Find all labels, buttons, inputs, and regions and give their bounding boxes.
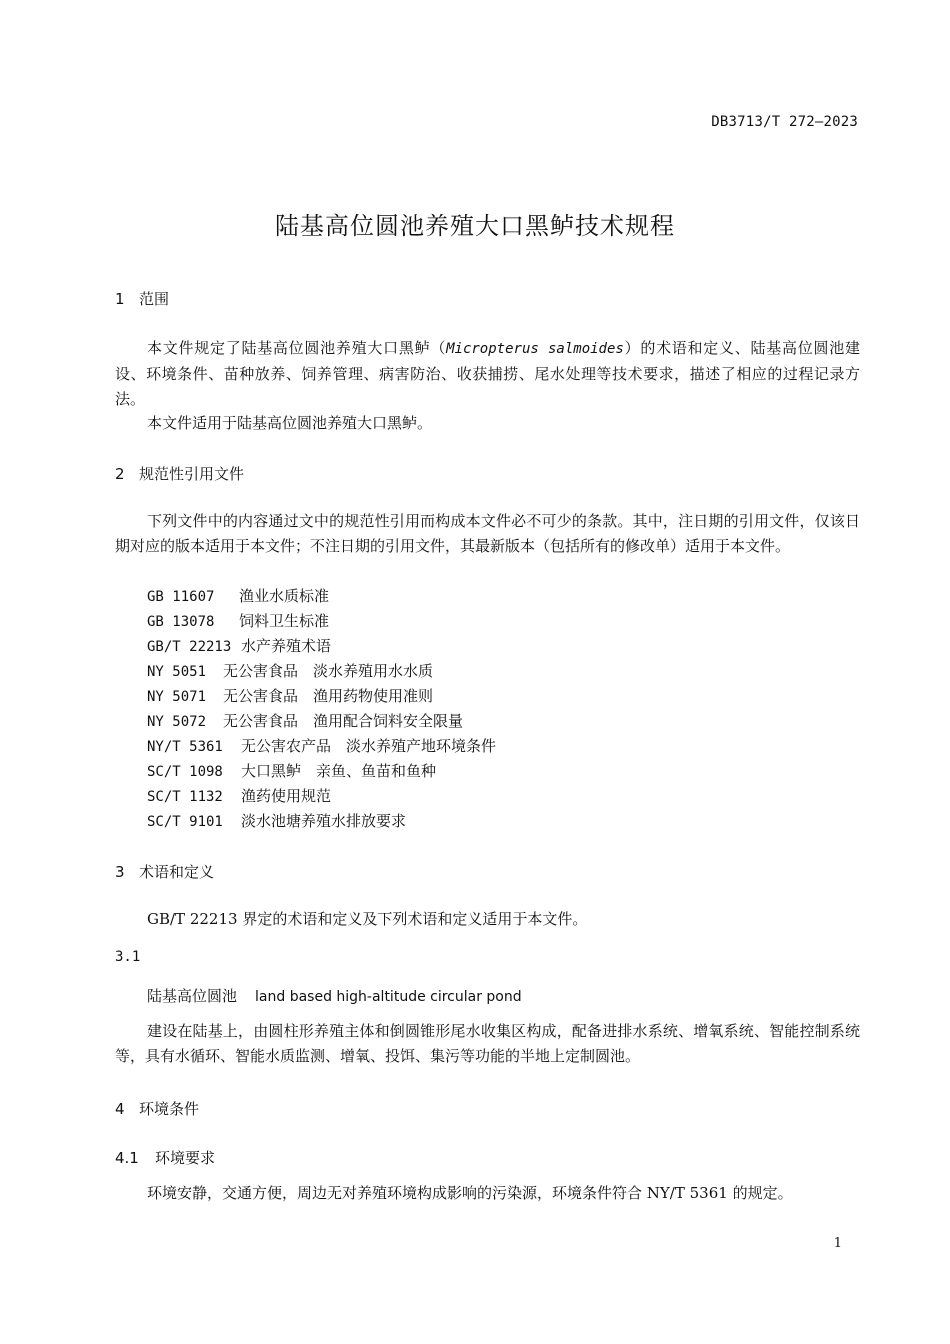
reference-item — [147, 784, 496, 809]
reference-item — [147, 734, 496, 759]
section-number: 4 — [115, 1100, 125, 1118]
reference-item — [147, 709, 496, 734]
section-heading-scope — [115, 288, 169, 309]
scope-text-before: 本文件规定了陆基高位圆池养殖大口黑鲈（ — [147, 339, 447, 357]
reference-item — [147, 659, 496, 684]
reference-code: GB 13078 — [147, 614, 215, 630]
reference-name: 无公害食品 渔用药物使用准则 — [223, 687, 434, 705]
reference-name: 渔药使用规范 — [241, 787, 332, 805]
reference-code: SC/T 1098 — [147, 764, 223, 780]
section-number: 2 — [115, 465, 125, 483]
subsection-title: 环境要求 — [155, 1149, 216, 1167]
reference-code: GB/T 22213 — [147, 639, 232, 655]
section-heading-terms — [115, 861, 214, 882]
reference-item — [147, 584, 496, 609]
reference-item — [147, 759, 496, 784]
reference-name: 无公害食品 淡水养殖用水水质 — [223, 662, 434, 680]
scope-paragraph — [115, 336, 860, 412]
reference-name: 饲料卫生标准 — [239, 612, 330, 630]
reference-item — [147, 809, 496, 834]
reference-item — [147, 609, 496, 634]
reference-code: SC/T 9101 — [147, 814, 223, 830]
section-heading-environment — [115, 1098, 199, 1119]
term-definition: 建设在陆基上，由圆柱形养殖主体和倒圆锥形尾水收集区构成，配备进排水系统、增氧系统、智能控制系统等，具有水循环、智能水质监测、增氧、投饵、集污等功能的半地上定制圆池。 — [115, 1022, 860, 1065]
scope-text-after: ）的术语和定义、陆基高位圆池建设、环境条件、苗种放养、饲养管理、病害防治、收获捕捞、尾水处理等技术要求，描述了相应的过程记录方法。 — [115, 339, 860, 408]
reference-item — [147, 634, 496, 659]
section-title: 规范性引用文件 — [139, 465, 245, 483]
reference-name: 渔业水质标准 — [239, 587, 330, 605]
scope-applicability: 本文件适用于陆基高位圆池养殖大口黑鲈。 — [147, 414, 433, 432]
section-title: 环境条件 — [139, 1100, 200, 1118]
reference-code: NY 5071 — [147, 689, 207, 705]
section-number: 3 — [115, 863, 125, 881]
reference-name: 水产养殖术语 — [241, 637, 332, 655]
term-english: land based high-altitude circular pond — [255, 989, 522, 1005]
env-requirements-text: 环境安静，交通方便，周边无对养殖环境构成影响的污染源，环境条件符合 NY/T 5361 的规定。 — [147, 1184, 793, 1202]
section-number: 1 — [115, 290, 125, 308]
reference-name: 无公害食品 渔用配合饲料安全限量 — [223, 712, 464, 730]
term-chinese: 陆基高位圆池 — [147, 987, 238, 1005]
subsection-heading-env-requirements — [115, 1147, 215, 1168]
subsection-number: 3.1 — [115, 949, 141, 965]
reference-name: 无公害农产品 淡水养殖产地环境条件 — [241, 737, 497, 755]
section-title: 范围 — [139, 290, 170, 308]
page-number: 1 — [833, 1236, 842, 1251]
reference-list — [147, 584, 496, 834]
document-title: 陆基高位圆池养殖大口黑鲈技术规程 — [275, 212, 675, 240]
reference-name: 大口黑鲈 亲鱼、鱼苗和鱼种 — [241, 762, 437, 780]
reference-name: 淡水池塘养殖水排放要求 — [241, 812, 407, 830]
normative-refs-intro: 下列文件中的内容通过文中的规范性引用而构成本文件必不可少的条款。其中，注日期的引用文件，仅该日期对应的版本适用于本文件；不注日期的引用文件，其最新版本（包括所有的修改单）适用于本文件。 — [115, 512, 860, 555]
reference-code: NY/T 5361 — [147, 739, 223, 755]
reference-code: NY 5051 — [147, 664, 207, 680]
section-heading-normative-refs — [115, 463, 244, 484]
species-latin-name: Micropterus salmoides — [446, 341, 624, 357]
section-title: 术语和定义 — [139, 863, 215, 881]
subsection-number: 4.1 — [115, 1149, 139, 1167]
reference-code: GB 11607 — [147, 589, 215, 605]
reference-item — [147, 684, 496, 709]
document-id: DB3713/T 272—2023 — [711, 114, 858, 130]
reference-code: SC/T 1132 — [147, 789, 223, 805]
reference-code: NY 5072 — [147, 714, 207, 730]
terms-intro: GB/T 22213 界定的术语和定义及下列术语和定义适用于本文件。 — [147, 910, 588, 928]
term-entry — [147, 985, 522, 1006]
